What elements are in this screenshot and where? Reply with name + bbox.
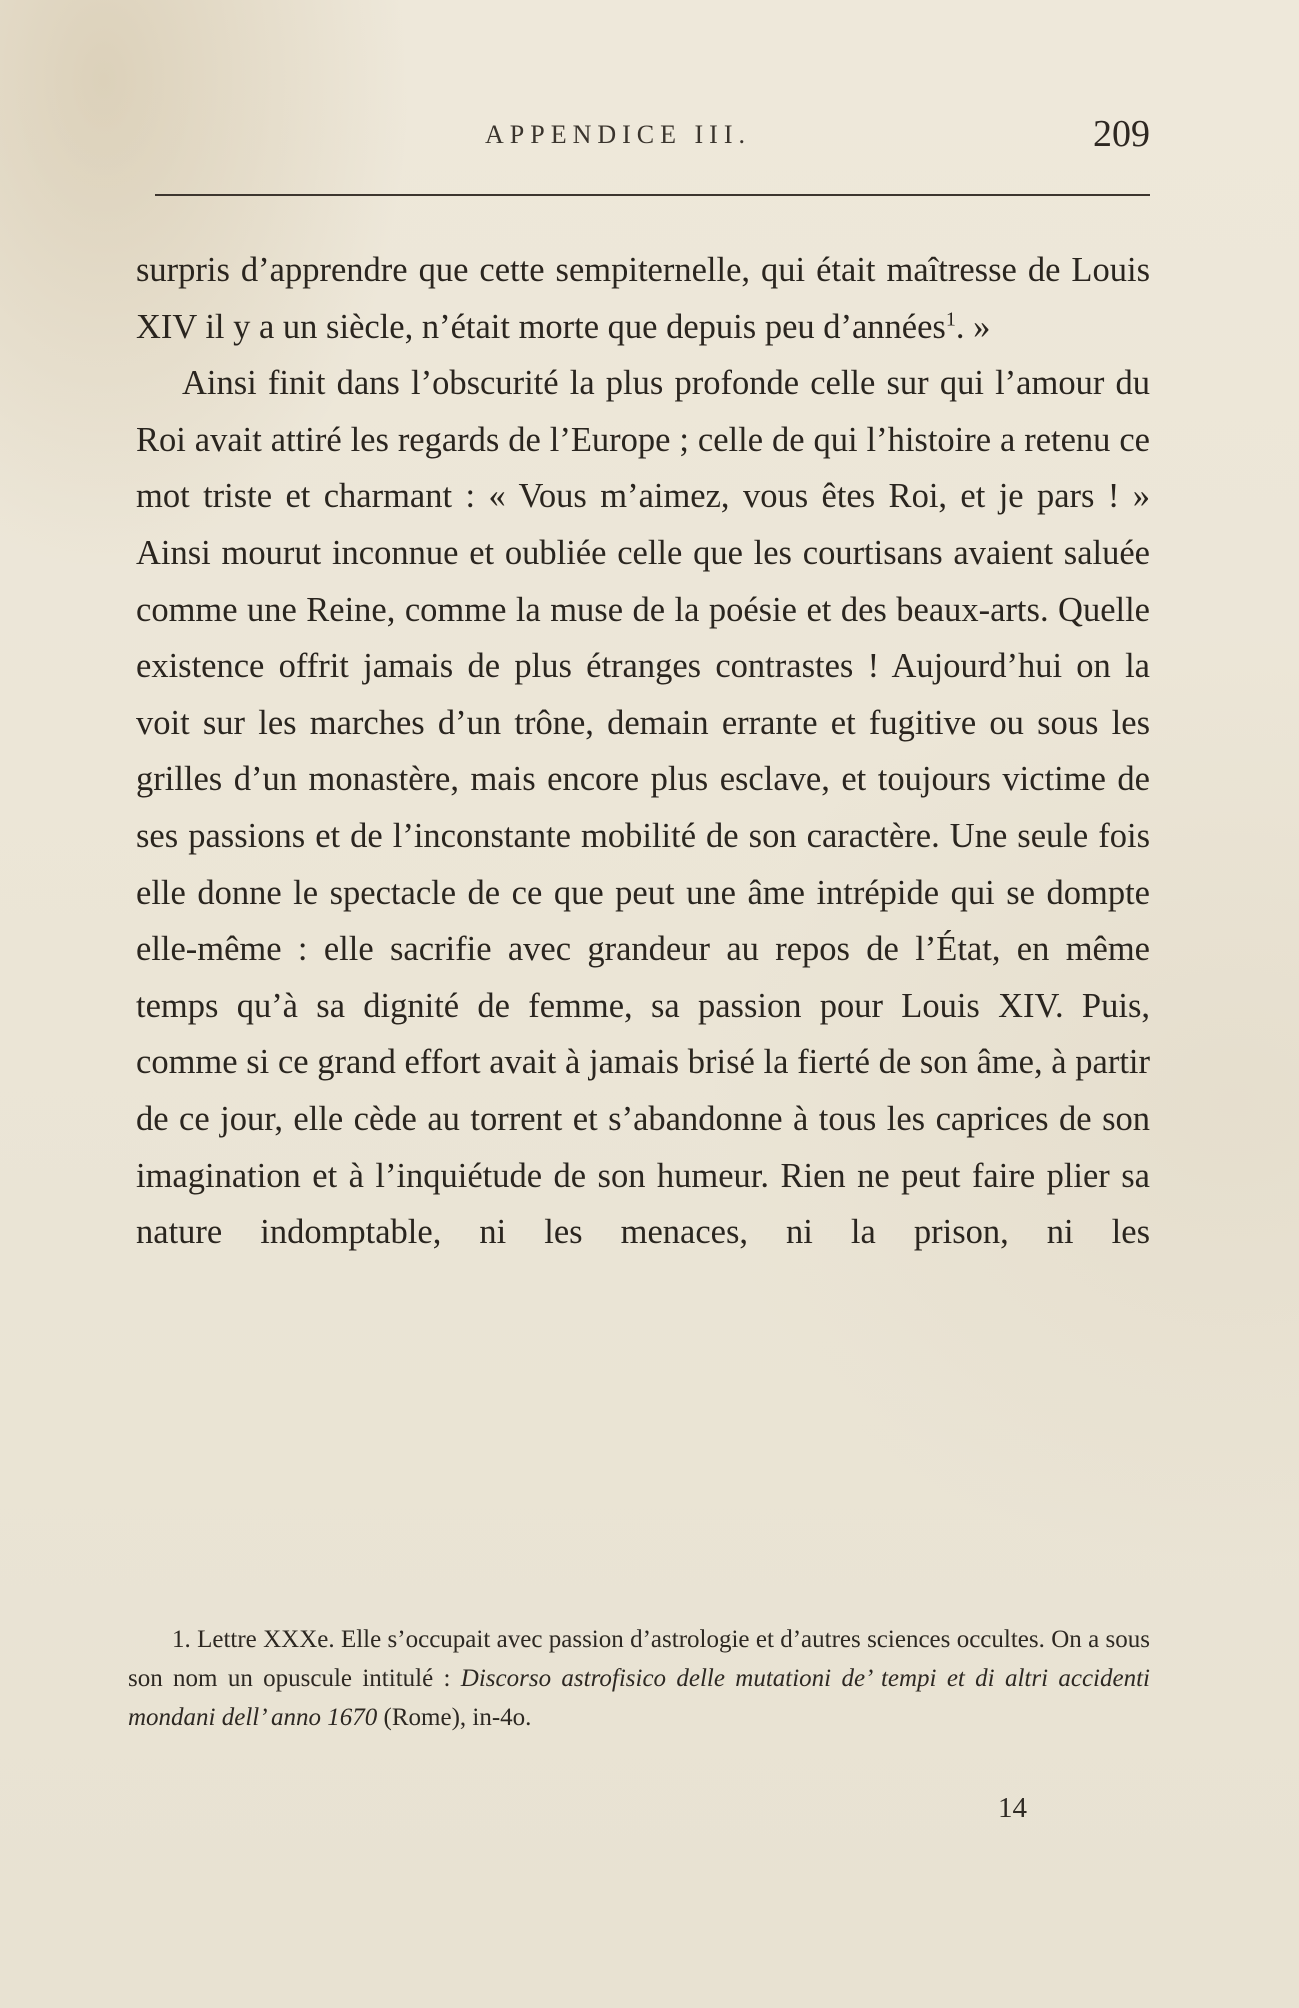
paragraph-continuation: [136, 242, 1150, 355]
footnote-reference: 1: [945, 308, 956, 331]
page-header: [155, 112, 1150, 172]
footnote-title: Discorso astrofisico delle mutationi de’ tempi et di altri accidenti mondani dell’ anno 1670: [128, 1665, 1150, 1731]
signature-mark: 14: [998, 1792, 1027, 1824]
paragraph-2: Ainsi finit dans l’obscurité la plus profonde celle sur qui l’amour du Roi avait attiré les regards de l’Europe ; celle de qui l’histoire a retenu ce mot triste et charmant : « Vous m’aimez, vous êtes Roi, et je pars ! » Ainsi mourut inconnue et oubliée celle que les courtisans avaient saluée comme une Reine, comme la muse de la poésie et des beaux-arts. Quelle existence offrit jamais de plus étranges contrastes ! Aujourd’hui on la voit sur les marches d’un trône, demain errante et fugitive ou sous les grilles d’un monastère, mais encore plus esclave, et toujours victime de ses passions et de l’inconstante mobilité de son caractère. Une seule fois elle donne le spectacle de ce que peut une âme intrépide qui se dompte elle-même : elle sacrifie avec grandeur au repos de l’État, en même temps qu’à sa dignité de femme, sa passion pour Louis XIV. Puis, comme si ce grand effort avait à jamais brisé la fierté de son âme, à partir de ce jour, elle cède au torrent et s’abandonne à tous les caprices de son imagination et à l’inquiétude de son humeur. Rien ne peut faire plier sa nature indomptable, ni les menaces, ni la prison, ni les: [136, 364, 1150, 1252]
page-number: 209: [1093, 113, 1150, 155]
footnote-text-start: 1. Lettre XXXe. Elle s’occupait avec passion d’astrologie et d’autres sciences occultes. On a sous son nom un opuscule intitulé :: [128, 1626, 1150, 1692]
running-head: APPENDICE III.: [485, 120, 751, 149]
paragraph-1-end: . »: [955, 307, 991, 346]
footnote-text: [128, 1620, 1150, 1737]
paragraph-1-text: surpris d’apprendre que cette sempiternelle, qui était maîtresse de Louis XIV il y a un siècle, n’était morte que depuis peu d’années: [136, 251, 1150, 346]
header-rule: [155, 194, 1150, 196]
body-text: [136, 242, 1150, 1261]
footnote-text-end: (Rome), in-4o.: [377, 1704, 532, 1731]
footnote: [128, 1620, 1150, 1737]
